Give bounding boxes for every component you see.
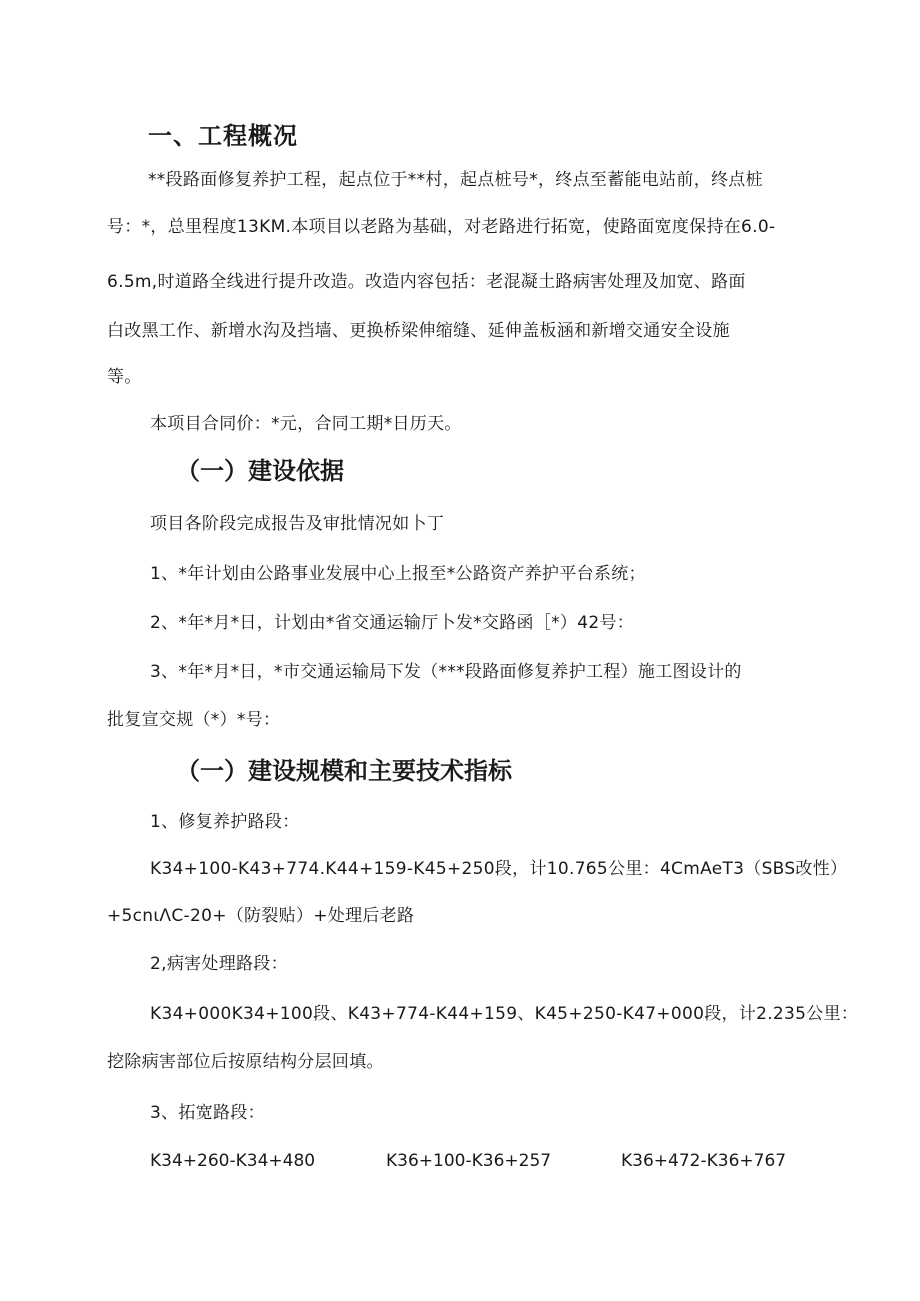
repair-section-title: 1、修复养护路段： xyxy=(150,812,300,832)
overview-line-2: 号：*，总里程度13KM.本项目以老路为基础，对老路进行拓宽，使路面宽度保持在6.0- xyxy=(107,217,776,237)
widening-segment-1: K34+260-K34+480 xyxy=(150,1151,316,1171)
heading-scale-and-indicators: （一）建设规模和主要技术指标 xyxy=(176,756,512,785)
overview-line-5: 等。 xyxy=(107,367,142,387)
disease-section-title: 2,病害处理路段： xyxy=(150,954,288,974)
widening-segment-3: K36+472-K36+767 xyxy=(621,1151,787,1171)
widening-segment-2: K36+100-K36+257 xyxy=(386,1151,552,1171)
contract-paragraph: 本项目合同价：*元，合同工期*日历天。 xyxy=(150,414,462,434)
approval-item-1: 1、*年计划由公路事业发展中心上报至*公路资产养护平台系统； xyxy=(150,564,646,584)
widening-section-title: 3、拓宽路段： xyxy=(150,1103,265,1123)
heading-construction-basis: （一）建设依据 xyxy=(176,456,344,485)
heading-project-overview: 一、工程概况 xyxy=(148,121,298,150)
repair-section-line-1: K34+100-K43+774.K44+159-K45+250段，计10.765公里：4CmAeT3（SBS改性） xyxy=(150,859,848,879)
overview-line-1: **段路面修复养护工程，起点位于**村，起点桩号*，终点至蓄能电站前，终点桩 xyxy=(148,170,763,190)
overview-line-3: 6.5m,时道路全线进行提升改造。改造内容包括：老混凝土路病害处理及加宽、路面 xyxy=(107,272,746,292)
approval-item-3-line-2: 批复宣交规（*）*号： xyxy=(107,710,281,730)
overview-line-4: 白改黑工作、新增水沟及挡墙、更换桥梁伸缩缝、延伸盖板涵和新增交通安全设施 xyxy=(107,321,730,341)
approval-item-3-line-1: 3、*年*月*日，*市交通运输局下发（***段路面修复养护工程）施工图设计的 xyxy=(150,662,742,682)
repair-section-line-2: +5cnιΛC-20+（防裂贴）+处理后老路 xyxy=(107,906,415,926)
disease-section-line-2: 挖除病害部位后按原结构分层回填。 xyxy=(107,1052,384,1072)
approval-intro: 项目各阶段完成报告及审批情况如卜丁 xyxy=(150,514,445,534)
approval-item-2: 2、*年*月*日，计划由*省交通运输厅卜发*交路函［*）42号： xyxy=(150,613,635,633)
disease-section-line-1: K34+000K34+100段、K43+774-K44+159、K45+250-K47+000段，计2.235公里： xyxy=(150,1004,859,1024)
